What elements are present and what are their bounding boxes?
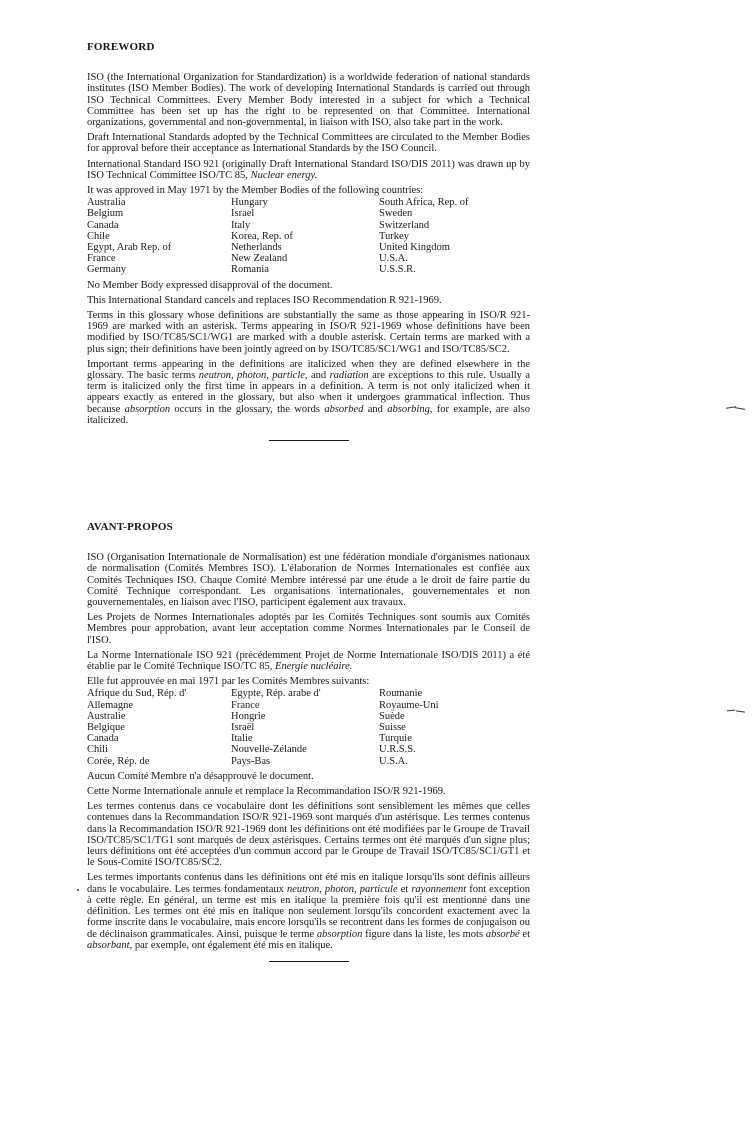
origin-text: International Standard ISO 921 (originally Draft International Standard ISO/DIS 2011) was drawn up by ISO Technical Committee ISO/TC 85, (87, 158, 530, 181)
country-name: France (87, 253, 116, 265)
foreword-paragraph-markings: Terms in this glossary whose definitions are substantially the same as those appearing in ISO/R 921-1969 are marked with an asterisk. Terms appearing in ISO/R 921-1969 whose definitions have been modified by ISO/TC85/SC1/WG1 are marked with a double asterisk. Certain terms are marked with a plus sign; their definitions have been jointly agreed on by ISO/TC85/SC1/WG1 and ISO/TC85/SC2. (87, 310, 530, 355)
margin-mark (727, 710, 735, 712)
italics-text: font exception à cette règle. En général, un terme est mis en italique la première fois qu'il est mentionné dans une définition. Les termes ont été mis en italique non seulement lorsqu'ils concordent exactement avec la forme inscrite dans le vocabulaire, mais encore lorsqu'ils se recontrent dans les formes de conjugaison ou de déclinaison grammaticales. Ainsi, puisque le terme (87, 883, 530, 940)
country-name: U.R.S.S. (379, 744, 416, 756)
country-name: Australie (87, 710, 126, 722)
country-name: Hongrie (231, 710, 266, 722)
avant-propos-heading: AVANT-PROPOS (87, 521, 173, 533)
country-name: New Zealand (231, 253, 288, 265)
country-name: Netherlands (231, 242, 282, 254)
avant-propos-section (87, 522, 530, 962)
country-name: Allemagne (87, 699, 134, 711)
country-name: Romania (231, 264, 269, 276)
country-name: Canada (87, 733, 119, 745)
country-name: Chile (87, 230, 110, 242)
country-name: South Africa, Rep. of (379, 197, 469, 209)
foreword-paragraph-drafts: Draft International Standards adopted by the Technical Committees are circulated to the Member Bodies for approval before their acceptance as International Standards by the ISO Council. (87, 132, 530, 155)
italic-term: absorbing, (387, 403, 433, 415)
country-name: Israel (231, 208, 255, 220)
italics-text: et (519, 928, 530, 940)
country-name: Chili (87, 744, 109, 756)
avant-propos-paragraph-disapproval: Aucun Comité Membre n'a désapprouvé le document. (87, 770, 314, 782)
italic-term: rayonnement (411, 883, 467, 895)
country-name: Belgique (87, 722, 125, 734)
country-name: U.S.A. (379, 253, 408, 265)
country-name: Italie (231, 733, 253, 745)
country-name: Roumanie (379, 688, 423, 700)
avant-propos-paragraph-approval: Elle fut approuvée en mai 1971 par les Comités Membres suivants: (87, 676, 370, 688)
country-name: Suisse (379, 722, 406, 734)
italics-text: and (307, 370, 330, 382)
italic-term: absorbé (485, 928, 520, 940)
country-name: Nouvelle-Zélande (231, 744, 307, 756)
italics-text: figure dans la liste, les mots (362, 928, 486, 940)
country-name: Australia (87, 197, 126, 209)
italic-term: neutron, photon, particle, (198, 370, 308, 382)
origin-text: La Norme Internationale ISO 921 (précédemment Projet de Norme Internationale ISO/DIS 2011) a été établie par le Comité Technique ISO/TC 85, (87, 649, 530, 673)
italic-term: absorption (124, 403, 171, 415)
country-name: Switzerland (379, 219, 430, 231)
foreword-paragraph-iso: ISO (the International Organization for Standardization) is a worldwide federation of national standards institutes (ISO Member Bodies). The work of developing International Standards is carried out through ISO Technical Committees. Every Member Body interested in a subject for which a Technical Committee has been set up has the right to be represented on that Committee. International organizations, governmental and non-governmental, in liaison with ISO, also take part in the work. (87, 72, 530, 129)
country-name: Egypte, Rép. arabe d' (231, 688, 321, 700)
avant-propos-paragraph-origin (87, 650, 530, 672)
italics-text: for example, are also italicized. (87, 403, 530, 426)
country-name: Sweden (379, 208, 413, 220)
foreword-heading: FOREWORD (87, 41, 155, 53)
italic-term: absorption (316, 928, 363, 940)
country-name: Pays-Bas (231, 755, 271, 767)
country-name: France (231, 699, 260, 711)
italics-text: par exemple, ont également été mis en italique. (132, 939, 333, 951)
country-name: Hungary (231, 197, 268, 209)
country-name: U.S.S.R. (379, 264, 416, 276)
italics-text: et (397, 883, 412, 895)
avant-propos-paragraph-replaces: Cette Norme Internationale annule et remplace la Recommandation ISO/R 921-1969. (87, 786, 446, 798)
italics-text: are exceptions to this rule. Usually a term is italicized only the first time in appears in a definition. A term is not only italicized when it appears exactly as entered in the glossary, but also when it undergoes grammatical inflection. Thus because (87, 370, 530, 415)
section-divider (269, 961, 349, 962)
country-name: United Kingdom (379, 242, 450, 254)
country-name: Israël (231, 722, 255, 734)
foreword-paragraph-approval: It was approved in May 1971 by the Member Bodies of the following countries: (87, 185, 424, 197)
italic-term: absorbant, (87, 939, 133, 951)
country-name: Italy (231, 219, 251, 231)
margin-mark (736, 710, 745, 712)
country-name: Belgium (87, 208, 124, 220)
foreword-country-list (87, 197, 530, 275)
foreword-paragraph-disapproval: No Member Body expressed disapproval of the document. (87, 279, 333, 291)
italics-text: Les termes importants contenus dans les définitions ont été mis en italique lorsqu'ils sont définis ailleurs dans le vocabulaire. Les termes fondamentaux (87, 872, 530, 895)
italic-term: radiation (329, 370, 369, 382)
italic-term: absorbed (324, 403, 364, 415)
avant-propos-country-list (87, 688, 530, 766)
margin-mark (735, 407, 745, 410)
section-divider (269, 440, 349, 441)
country-name: U.S.A. (379, 755, 408, 767)
foreword-paragraph-italics (87, 359, 530, 426)
avant-propos-paragraph-projets: Les Projets de Normes Internationales adoptés par les Comités Techniques sont soumis aux Comités Membres pour approbation, avant leur acceptation comme Normes Internationales par le Conseil de l'ISO. (87, 612, 530, 646)
country-name: Turquie (379, 733, 412, 745)
country-name: Suède (379, 710, 405, 722)
italics-text: and (363, 403, 388, 415)
country-name: Germany (87, 264, 127, 276)
country-name: Corée, Rép. de (87, 755, 150, 767)
country-name: Korea, Rep. of (231, 230, 293, 242)
avant-propos-paragraph-markings: Les termes contenus dans ce vocabulaire dont les définitions sont sensiblement les mêmes que celles contenues dans la Recommandation ISO/R 921-1969 sont marqués d'un astérisque. Les termes contenus dans la Recommandation ISO/R 921-1969 dont les définitions ont été modifiées par le Groupe de Travail ISO/TC85/SC1/TG1 sont marqués de deux astérisques. Certains termes ont été marqués d'un signe plus; leurs définitions ont été acceptées d'un commun accord par le Groupe de Travail ISO/TC85/SC1/GT1 et le Sous-Comité ISO/TC85/SC2. (87, 801, 530, 869)
margin-dot (77, 889, 79, 891)
italic-term: neutron, photon, particule (286, 883, 398, 895)
country-name: Afrique du Sud, Rép. d' (87, 688, 187, 700)
italics-text: Important terms appearing in the definitions are italicized when they are defined elsewhere in the glossary. The basic terms (87, 358, 530, 382)
italics-text: occurs in the glossary, the words (170, 403, 325, 415)
country-name: Royaume-Uni (379, 699, 439, 711)
foreword-paragraph-origin (87, 159, 530, 181)
origin-committee-title: Energie nucléaire. (275, 661, 353, 673)
foreword-section (87, 42, 530, 441)
country-name: Canada (87, 219, 119, 231)
country-name: Egypt, Arab Rep. of (87, 242, 172, 254)
avant-propos-paragraph-iso: ISO (Organisation Internationale de Normalisation) est une fédération mondiale d'organismes nationaux de normalisation (Comités Membres ISO). L'élaboration de Normes Internationales est confiée aux Comités Techniques ISO. Chaque Comité Membre intéressé par une étude a le droit de faire partie du Comité Technique correspondant. Les organisations internationales, gouvernementales et non gouvernementales, en liaison avec l'ISO, participent également aux travaux. (87, 552, 530, 609)
origin-committee-title: Nuclear energy. (250, 169, 318, 181)
country-name: Turkey (379, 230, 409, 242)
foreword-paragraph-replaces: This International Standard cancels and replaces ISO Recommendation R 921-1969. (87, 294, 442, 306)
avant-propos-paragraph-italics (87, 872, 530, 950)
